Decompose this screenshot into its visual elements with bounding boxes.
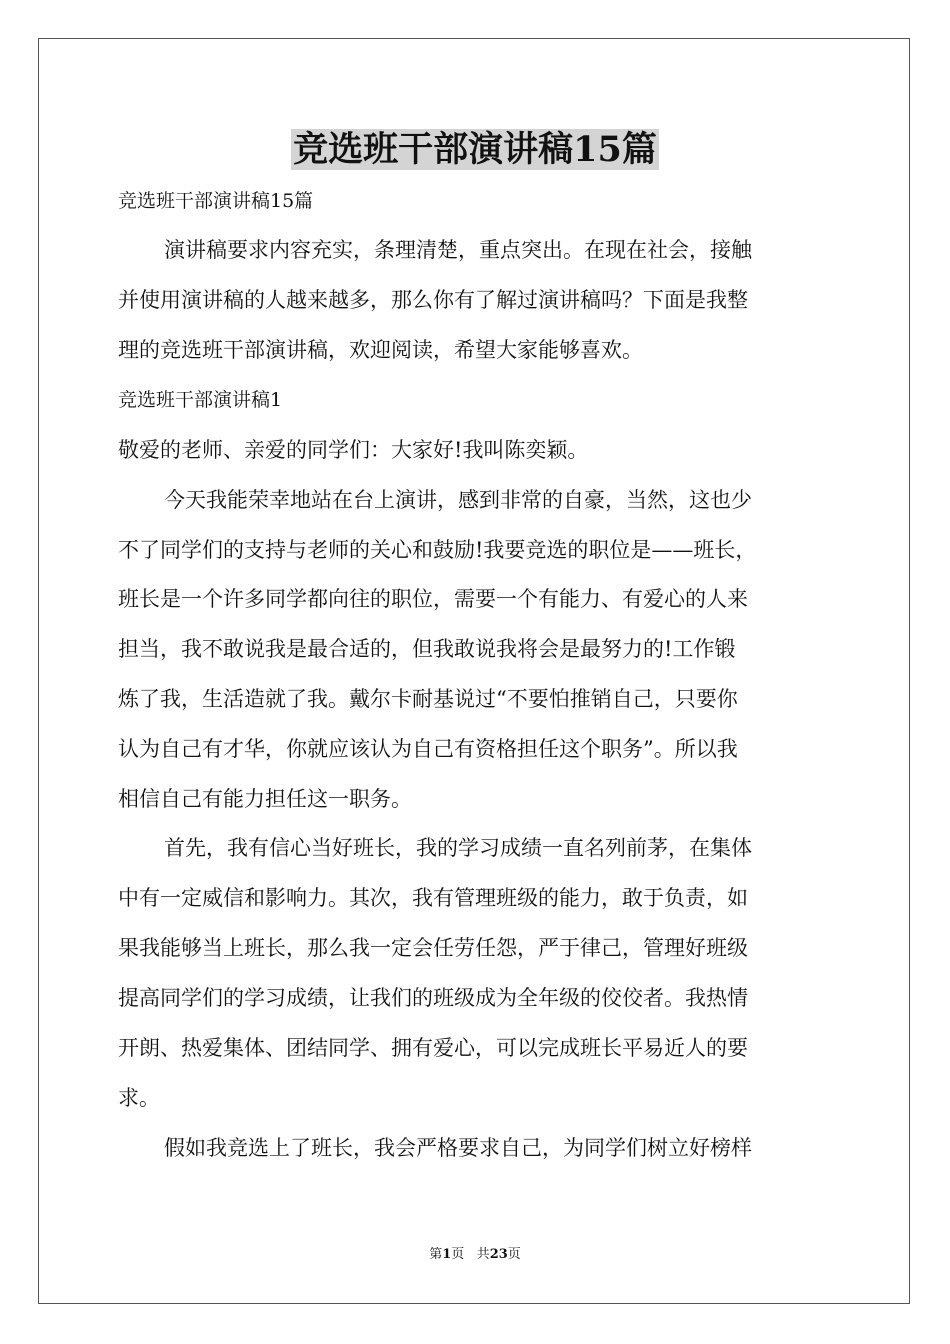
section-heading: 竞选班干部演讲稿1 — [118, 389, 283, 411]
total-prefix: 共 — [476, 1247, 490, 1262]
page-border — [38, 38, 910, 1304]
subtitle-line: 竞选班干部演讲稿15篇 — [118, 190, 314, 212]
paragraph-line: 假如我竞选上了班长，我会严格要求自己，为同学们树立好榜样 — [164, 1136, 752, 1160]
page-suffix: 页 — [451, 1247, 465, 1262]
document-title: 竞选班干部演讲稿15篇 — [293, 129, 657, 170]
total-suffix: 页 — [507, 1247, 521, 1262]
paragraph-line: 炼了我，生活造就了我。戴尔卡耐基说过“不要怕推销自己，只要你 — [118, 687, 738, 711]
paragraph-line: 认为自己有才华，你就应该认为自己有资格担任这个职务”。所以我 — [118, 737, 738, 761]
paragraph-line: 班长是一个许多同学都向往的职位，需要一个有能力、有爱心的人来 — [118, 587, 748, 611]
greeting-line: 敬爱的老师、亲爱的同学们：大家好!我叫陈奕颖。 — [118, 438, 589, 462]
paragraph-line: 不了同学们的支持与老师的关心和鼓励!我要竞选的职位是——班长， — [118, 538, 757, 562]
paragraph-line: 中有一定威信和影响力。其次，我有管理班级的能力，敢于负责，如 — [118, 886, 748, 910]
paragraph-line: 担当，我不敢说我是最合适的，但我敢说我将会是最努力的!工作锻 — [118, 637, 736, 661]
paragraph-line: 并使用演讲稿的人越来越多，那么你有了解过演讲稿吗？下面是我整 — [118, 288, 748, 312]
paragraph-line: 演讲稿要求内容充实，条理清楚，重点突出。在现在社会，接触 — [164, 238, 752, 262]
paragraph-line: 首先，我有信心当好班长，我的学习成绩一直名列前茅，在集体 — [164, 836, 752, 860]
paragraph-line: 果我能够当上班长，那么我一定会任劳任怨，严于律己，管理好班级 — [118, 936, 748, 960]
total-pages: 23 — [489, 1247, 508, 1262]
page-number: 1 — [442, 1247, 452, 1262]
paragraph-line: 提高同学们的学习成绩，让我们的班级成为全年级的佼佼者。我热情 — [118, 986, 748, 1010]
paragraph-line: 今天我能荣幸地站在台上演讲，感到非常的自豪，当然，这也少 — [164, 488, 752, 512]
paragraph-line: 理的竞选班干部演讲稿，欢迎阅读，希望大家能够喜欢。 — [118, 338, 643, 362]
page-footer — [0, 1245, 950, 1265]
paragraph-line: 相信自己有能力担任这一职务。 — [118, 787, 412, 811]
paragraph-line: 开朗、热爱集体、团结同学、拥有爱心，可以完成班长平易近人的要 — [118, 1036, 748, 1060]
page-prefix: 第 — [429, 1247, 443, 1262]
paragraph-line: 求。 — [118, 1086, 160, 1110]
